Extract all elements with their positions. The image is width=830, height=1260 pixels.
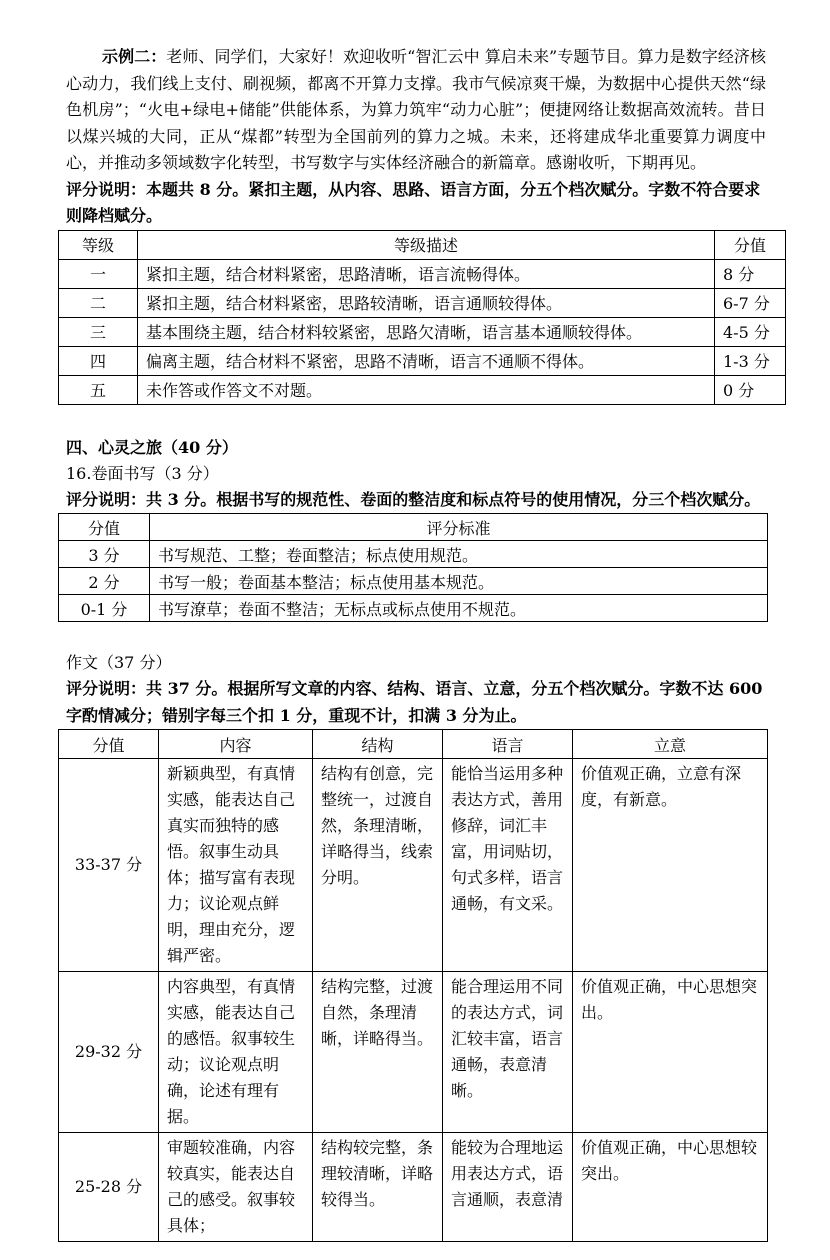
handwriting-table-header [59, 514, 768, 541]
table-row [59, 288, 786, 317]
description-cell: 偏离主题，结合材料不紧密，思路不清晰，语言不通顺不得体。 [138, 346, 715, 375]
grade-cell: 二 [59, 288, 138, 317]
header-structure: 结构 [313, 730, 443, 759]
grade-cell: 五 [59, 375, 138, 404]
header-grade: 等级 [59, 230, 138, 259]
theme-cell: 价值观正确，立意有深度，有新意。 [573, 759, 768, 972]
example2-paragraph [66, 44, 766, 177]
header-description: 等级描述 [138, 230, 715, 259]
score-cell: 8 分 [715, 259, 786, 288]
table-row [59, 568, 768, 595]
scoring-note-1: 评分说明：本题共 8 分。紧扣主题，从内容、思路、语言方面，分五个档次赋分。字数不符合要求则降档赋分。 [66, 179, 761, 225]
essay-table [58, 729, 768, 1242]
table-row [59, 759, 768, 972]
score-cell: 33-37 分 [59, 759, 159, 972]
criteria-cell: 书写规范、工整；卷面整洁；标点使用规范。 [150, 541, 768, 568]
structure-cell: 结构完整，过渡自然，条理清晰，详略得当。 [313, 972, 443, 1133]
criteria-cell: 书写一般；卷面基本整洁；标点使用基本规范。 [150, 568, 768, 595]
essay-table-header [59, 730, 768, 759]
content-cell: 内容典型，有真情实感，能表达自己的感悟。叙事较生动；议论观点明确，论述有理有据。 [159, 972, 313, 1133]
table-row [59, 541, 768, 568]
description-cell: 紧扣主题，结合材料紧密，思路清晰，语言流畅得体。 [138, 259, 715, 288]
score-cell: 29-32 分 [59, 972, 159, 1133]
description-cell: 未作答或作答文不对题。 [138, 375, 715, 404]
criteria-cell: 书写潦草；卷面不整洁；无标点或标点使用不规范。 [150, 595, 768, 622]
table-row [59, 346, 786, 375]
structure-cell: 结构有创意，完整统一，过渡自然，条理清晰，详略得当，线索分明。 [313, 759, 443, 972]
scoring-note-3: 评分说明：共 37 分。根据所写文章的内容、结构、语言、立意，分五个档次赋分。字数不达 600 字酌情减分；错别字每三个扣 1 分，重现不计，扣满 3 分为止。 [66, 679, 763, 725]
description-cell: 紧扣主题，结合材料紧密，思路较清晰，语言通顺较得体。 [138, 288, 715, 317]
grade-cell: 一 [59, 259, 138, 288]
theme-cell: 价值观正确，中心思想较突出。 [573, 1133, 768, 1242]
header-score: 分值 [59, 730, 159, 759]
grade-table [58, 230, 786, 405]
description-cell: 基本围绕主题，结合材料较紧密，思路欠清晰，语言基本通顺较得体。 [138, 317, 715, 346]
score-cell: 1-3 分 [715, 346, 786, 375]
header-language: 语言 [443, 730, 573, 759]
score-cell: 2 分 [59, 568, 150, 595]
essay-heading: 作文（37 分） [66, 653, 172, 672]
example2-text: 老师、同学们，大家好！欢迎收听“智汇云中 算启未来”专题节目。算力是数字经济核心动力，我们线上支付、刷视频，都离不开算力支撑。我市气候凉爽干燥，为数据中心提供天然“绿色机房”；“火电+绿电+储能”供能体系，为算力筑牢“动力心脏”；便捷网络让数据高效流转。昔日以煤兴城的大同，正从“煤都”转型为全国前列的算力之城。未来，还将建成华北重要算力调度中心，并推动多领域数字化转型，书写数字与实体经济融合的新篇章。感谢收听，下期再见。 [66, 47, 766, 172]
score-cell: 25-28 分 [59, 1133, 159, 1242]
table-row [59, 375, 786, 404]
score-cell: 0-1 分 [59, 595, 150, 622]
content-cell: 审题较准确，内容较真实，能表达自己的感受。叙事较具体； [159, 1133, 313, 1242]
example2-label: 示例二： [102, 47, 167, 66]
header-score: 分值 [715, 230, 786, 259]
language-cell: 能恰当运用多种表达方式，善用修辞，词汇丰富，用词贴切，句式多样，语言通畅，有文采。 [443, 759, 573, 972]
header-criteria: 评分标准 [150, 514, 768, 541]
grade-cell: 三 [59, 317, 138, 346]
header-theme: 立意 [573, 730, 768, 759]
table-row [59, 1133, 768, 1242]
grade-table-header [59, 230, 786, 259]
language-cell: 能较为合理地运用表达方式，语言通顺，表意清 [443, 1133, 573, 1242]
grade-cell: 四 [59, 346, 138, 375]
scoring-note-2: 评分说明：共 3 分。根据书写的规范性、卷面的整洁度和标点符号的使用情况，分三个档次赋分。 [66, 489, 761, 509]
handwriting-table [58, 513, 768, 622]
score-cell: 4-5 分 [715, 317, 786, 346]
score-cell: 6-7 分 [715, 288, 786, 317]
content-cell: 新颖典型，有真情实感，能表达自己真实而独特的感悟。叙事生动具体；描写富有表现力；议论观点鲜明，理由充分，逻辑严密。 [159, 759, 313, 972]
table-row [59, 595, 768, 622]
score-cell: 3 分 [59, 541, 150, 568]
question-16-heading: 16.卷面书写（3 分） [66, 463, 219, 483]
table-row [59, 259, 786, 288]
header-score: 分值 [59, 514, 150, 541]
theme-cell: 价值观正确，中心思想突出。 [573, 972, 768, 1133]
section-4-heading: 四、心灵之旅（40 分） [66, 437, 238, 457]
table-row [59, 317, 786, 346]
language-cell: 能合理运用不同的表达方式，词汇较丰富，语言通畅，表意清晰。 [443, 972, 573, 1133]
structure-cell: 结构较完整，条理较清晰，详略较得当。 [313, 1133, 443, 1242]
table-row [59, 972, 768, 1133]
page [66, 44, 770, 1242]
header-content: 内容 [159, 730, 313, 759]
score-cell: 0 分 [715, 375, 786, 404]
